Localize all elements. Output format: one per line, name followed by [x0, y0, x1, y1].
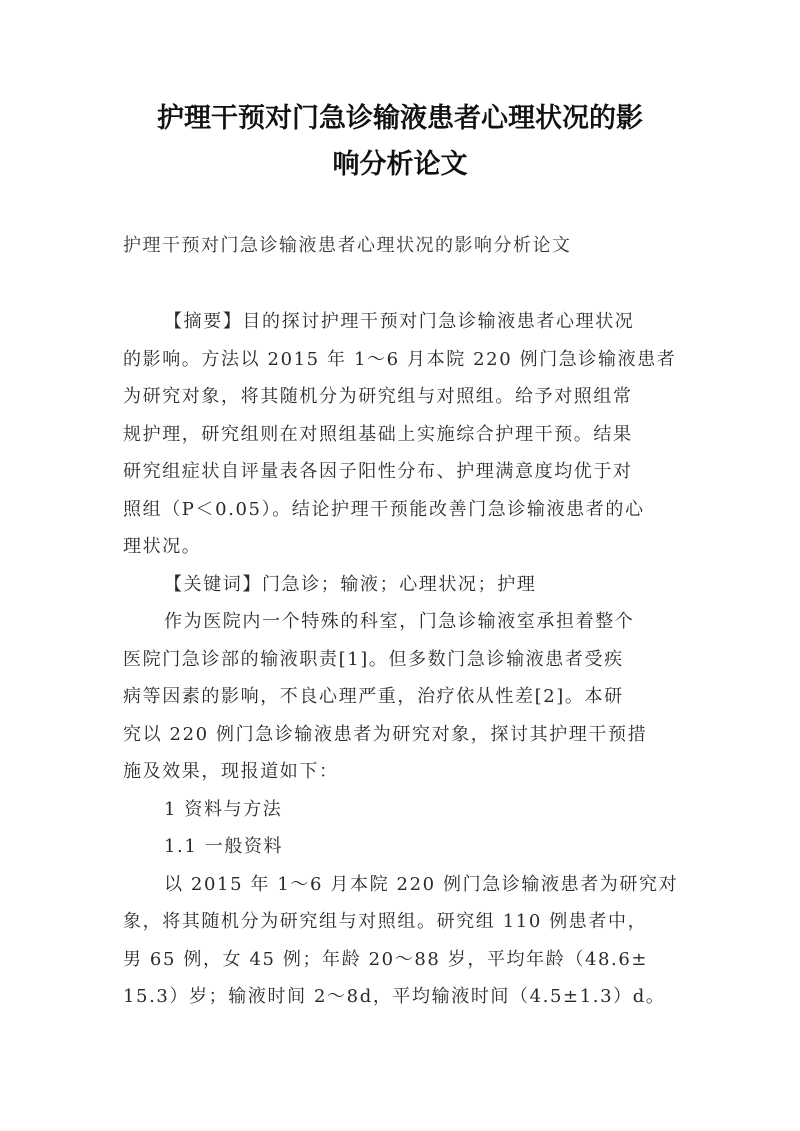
general-data-line-1: 以 2015 年 1～6 月本院 220 例门急诊输液患者为研究对	[164, 873, 679, 895]
abstract-line-3: 为研究对象，将其随机分为研究组与对照组。给予对照组常	[123, 386, 633, 407]
intro-line-2: 医院门急诊部的输液职责[1]。但多数门急诊输液患者受疾	[123, 648, 624, 670]
document-subtitle: 护理干预对门急诊输液患者心理状况的影响分析论文	[123, 235, 572, 256]
general-data-line-3: 男 65 例，女 45 例；年龄 20～88 岁，平均年龄（48.6±	[123, 948, 649, 970]
general-data-line-4: 15.3）岁；输液时间 2～8d，平均输液时间（4.5±1.3）d。	[123, 986, 666, 1007]
keywords-line: 【关键词】门急诊；输液；心理状况；护理	[164, 573, 537, 595]
title-line-1: 护理干预对门急诊输液患者心理状况的影	[157, 103, 643, 134]
intro-line-4: 究以 220 例门急诊输液患者为研究对象，探讨其护理干预措	[123, 723, 648, 745]
section-heading-1: 1 资料与方法	[164, 798, 283, 820]
title-line-2: 响分析论文	[332, 149, 468, 180]
general-data-line-2: 象，将其随机分为研究组与对照组。研究组 110 例患者中，	[123, 911, 648, 932]
intro-line-1: 作为医院内一个特殊的科室，门急诊输液室承担着整个	[164, 611, 635, 632]
section-heading-1-1: 1.1 一般资料	[164, 836, 284, 857]
intro-line-3: 病等因素的影响，不良心理严重，治疗依从性差[2]。本研	[123, 686, 624, 707]
document-title	[120, 96, 680, 188]
abstract-line-2: 的影响。方法以 2015 年 1～6 月本院 220 例门急诊输液患者	[123, 348, 677, 370]
abstract-line-4: 规护理，研究组则在对照组基础上实施综合护理干预。结果	[123, 423, 633, 445]
document-body	[123, 303, 693, 1016]
abstract-line-6: 照组（P＜0.05）。结论护理干预能改善门急诊输液患者的心	[123, 498, 645, 520]
abstract-line-1: 【摘要】目的探讨护理干预对门急诊输液患者心理状况	[164, 311, 635, 332]
abstract-line-7: 理状况。	[123, 536, 202, 557]
abstract-line-5: 研究组症状自评量表各因子阳性分布、护理满意度均优于对	[123, 461, 633, 482]
intro-line-5: 施及效果，现报道如下：	[123, 761, 339, 782]
